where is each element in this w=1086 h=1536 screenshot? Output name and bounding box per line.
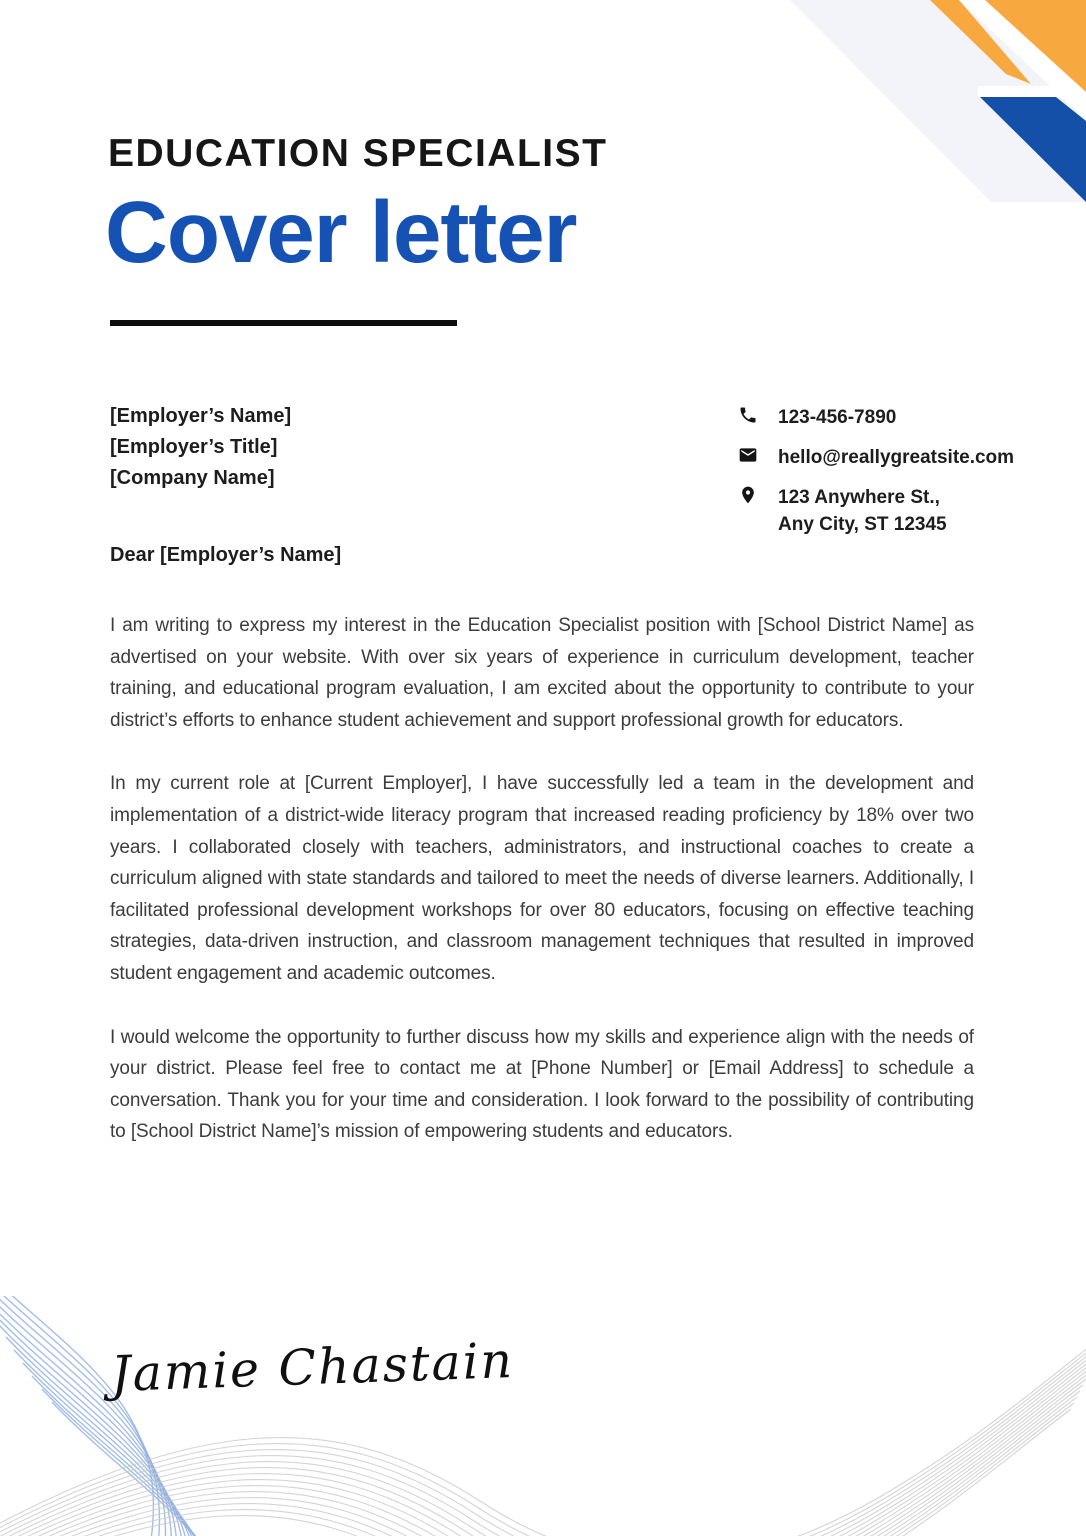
page-title: Cover letter [105,184,577,281]
recipient-title: [Employer’s Title] [110,436,278,458]
corner-white-gap-2 [978,86,1086,97]
contact-email: hello@reallygreatsite.com [778,447,1015,468]
corner-decoration [0,0,1086,210]
paragraph-2: In my current role at [Current Employer], I have successfully led a team in the development and implementation of a district-wide literacy program that increased reading proficiency by 18% over two years. I collaborated closely with teachers, administrators, and instructional coaches to create a curriculum aligned with state standards and tailored to meet the needs of diverse learners. Additionally, I facilitated professional development workshops for over 80 educators, focusing on effective teaching strategies, data-driven instruction, and classroom management techniques that resulted in improved student engagement and academic outcomes. [110,773,974,984]
wave-decoration [0,1296,1086,1536]
letter-body [110,610,974,1180]
greeting: Dear [Employer’s Name] [110,544,342,566]
recipient-name: [Employer’s Name] [110,405,292,427]
contact-row-email [738,444,1014,471]
recipient-company: [Company Name] [110,467,275,489]
envelope-icon [738,444,758,466]
contact-block [738,404,1014,538]
contact-row-phone [738,404,1014,431]
contact-address [778,484,947,538]
signature: Jamie Chastain [110,1331,515,1403]
recipient-block [110,401,291,494]
document-subtitle: EDUCATION SPECIALIST [108,132,608,175]
contact-address-line1: 123 Anywhere St., [778,487,940,508]
paragraph-1: I am writing to express my interest in the Education Specialist position with [School District Name] as advertised on your website. With over six years of experience in curriculum development, teacher training, and educational program evaluation, I am excited about the opportunity to contribute to your district’s efforts to enhance student achievement and support professional growth for educators. [110,615,974,731]
phone-icon [738,404,758,426]
location-pin-icon [738,484,758,506]
contact-phone: 123-456-7890 [778,407,897,428]
title-divider [110,320,457,326]
contact-address-line2: Any City, ST 12345 [778,514,947,535]
contact-row-address [738,484,1014,538]
paragraph-3: I would welcome the opportunity to further discuss how my skills and experience align with the needs of your district. Please feel free to contact me at [Phone Number] or [Email Address] to schedule a conversation. Thank you for your time and consideration. I look forward to the possibility of contributing to [School District Name]’s mission of empowering students and educators. [110,1026,974,1143]
